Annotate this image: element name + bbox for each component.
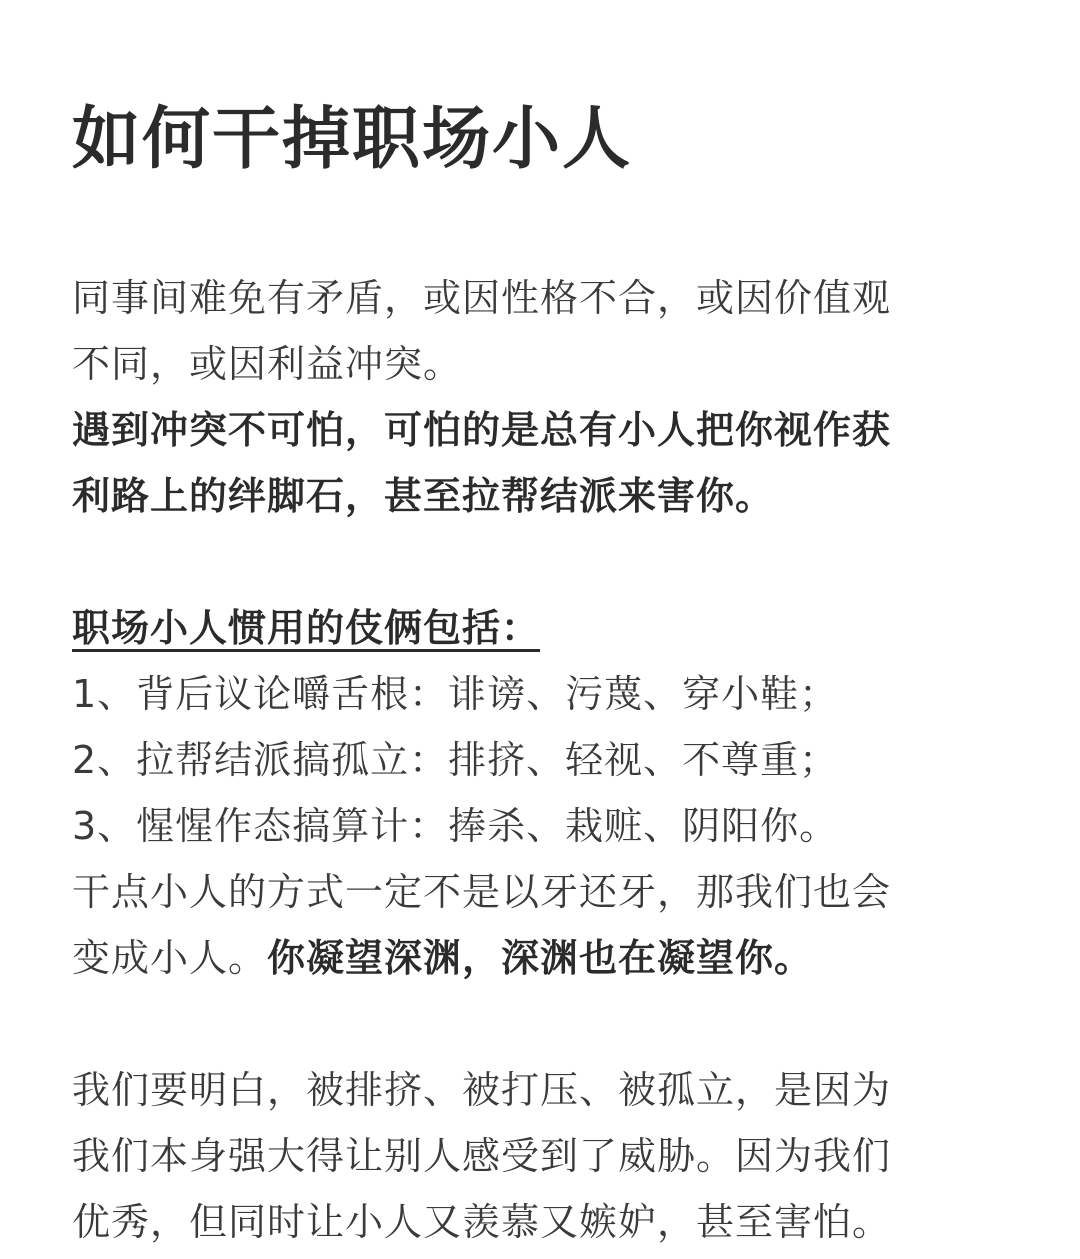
para1-line2: 不同，或因利益冲突。: [72, 342, 463, 386]
trick-item-3: 3、惺惺作态搞算计：捧杀、栽赃、阴阳你。: [72, 804, 839, 848]
para1-line3-bold: 遇到冲突不可怕，可怕的是总有小人把你视作获: [72, 408, 892, 452]
trick-item-2: 2、拉帮结派搞孤立：排挤、轻视、不尊重；: [72, 738, 839, 782]
abyss-quote: 你凝望深渊，深渊也在凝望你。: [267, 936, 814, 980]
para1-line4-bold: 利路上的绊脚石，甚至拉帮结派来害你。: [72, 474, 775, 518]
para3-line1: 我们要明白，被排挤、被打压、被孤立，是因为: [72, 1068, 892, 1112]
trick-item-1: 1、背后议论嚼舌根：诽谤、污蔑、穿小鞋；: [72, 672, 839, 716]
para1-line1: 同事间难免有矛盾，或因性格不合，或因价值观: [72, 276, 892, 320]
tricks-after-line2: [72, 925, 813, 991]
tricks-after-line2-normal: 变成小人。: [72, 936, 268, 980]
tricks-after-line1: 干点小人的方式一定不是以牙还牙，那我们也会: [72, 870, 892, 914]
page-title: 如何干掉职场小人: [72, 100, 633, 179]
tricks-heading: 职场小人惯用的伎俩包括：: [72, 606, 541, 650]
para3-line3: 优秀，但同时让小人又羡慕又嫉妒，甚至害怕。: [72, 1200, 892, 1244]
para3-line2: 我们本身强大得让别人感受到了威胁。因为我们: [72, 1134, 892, 1178]
